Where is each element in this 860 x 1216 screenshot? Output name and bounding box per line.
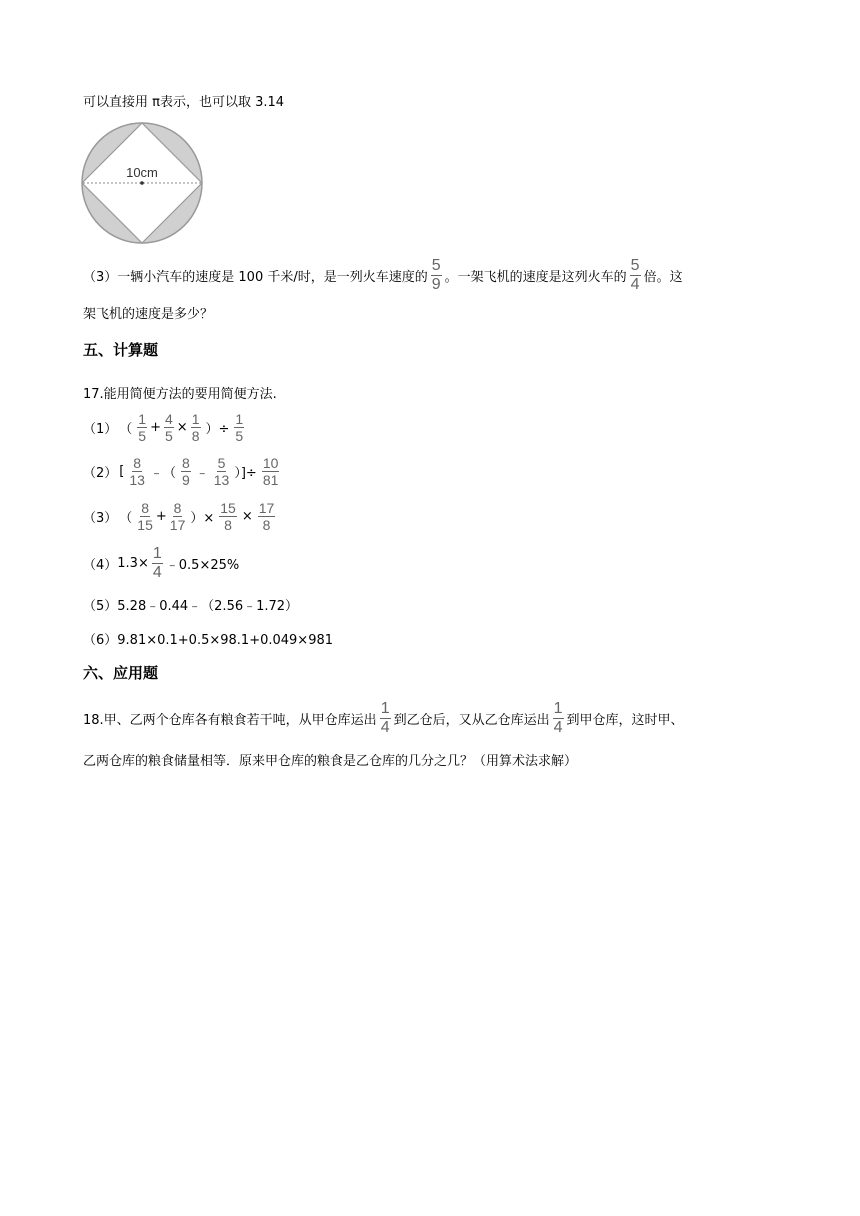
plus-sign: + bbox=[150, 420, 161, 435]
q3-text-part2: 。一架飞机的速度是这列火车的 bbox=[444, 270, 627, 285]
fraction-denominator: 13 bbox=[129, 472, 145, 488]
circle-square-figure bbox=[80, 121, 204, 245]
section-6-heading: 六、应用题 bbox=[83, 664, 159, 682]
fraction bbox=[219, 501, 237, 532]
fraction-numerator: 1 bbox=[152, 545, 162, 562]
open-paren: （ bbox=[119, 422, 133, 437]
intro-line: 可以直接用 π表示，也可以取 3.14 bbox=[83, 95, 285, 110]
fraction-denominator: 9 bbox=[431, 276, 441, 293]
fraction-denominator: 81 bbox=[262, 472, 279, 488]
center-dot bbox=[140, 181, 144, 185]
q3-text-part1: （3）一辆小汽车的速度是 100 千米/时，是一列火车速度的 bbox=[83, 270, 428, 285]
close-divide: ）]÷ bbox=[234, 466, 257, 481]
close-times: ）× bbox=[190, 511, 215, 526]
fraction-numerator: 5 bbox=[431, 257, 441, 274]
fraction-numerator: 15 bbox=[220, 500, 236, 516]
fraction-numerator: 1 bbox=[380, 700, 390, 717]
fraction-denominator: 8 bbox=[262, 517, 271, 533]
q18-text-part1: 18.甲、乙两个仓库各有粮食若干吨，从甲仓库运出 bbox=[83, 713, 377, 728]
fraction-numerator: 5 bbox=[630, 257, 640, 274]
fraction-numerator: 8 bbox=[133, 455, 142, 471]
q18-line1 bbox=[83, 701, 684, 736]
fraction-numerator: 1 bbox=[191, 411, 200, 427]
q17-expression-4 bbox=[83, 546, 239, 581]
open-paren: （ bbox=[119, 511, 133, 526]
fraction bbox=[164, 412, 174, 443]
fraction-numerator: 4 bbox=[165, 411, 173, 427]
fraction-denominator: 8 bbox=[224, 517, 232, 533]
expr-post: ﹣0.5×25% bbox=[165, 558, 240, 573]
open-bracket: [ bbox=[119, 464, 125, 479]
q17-expression-2 bbox=[83, 456, 282, 487]
fraction-denominator: 5 bbox=[165, 428, 173, 444]
expr-label: （3） bbox=[83, 511, 118, 526]
fraction-denominator: 4 bbox=[380, 719, 390, 736]
fraction-numerator: 1 bbox=[553, 700, 563, 717]
q3-text-part3: 倍。这 bbox=[643, 270, 683, 285]
plus-sign: + bbox=[155, 509, 167, 524]
minus-open-paren: ﹣（ bbox=[149, 466, 176, 481]
fraction-denominator: 5 bbox=[235, 428, 244, 444]
q17-expression-6: （6）9.81×0.1+0.5×98.1+0.049×981 bbox=[83, 633, 334, 648]
fraction-numerator: 10 bbox=[262, 455, 279, 471]
q18-fraction-1-4 bbox=[380, 701, 391, 736]
fraction bbox=[214, 456, 230, 487]
expr-label: （4） bbox=[83, 558, 118, 573]
fraction-denominator: 4 bbox=[553, 719, 563, 736]
times-sign: × bbox=[176, 420, 188, 435]
fraction bbox=[191, 412, 201, 443]
fraction-denominator: 13 bbox=[213, 472, 230, 488]
q17-title: 17.能用简便方法的要用简便方法. bbox=[83, 387, 277, 402]
fraction-denominator: 4 bbox=[152, 564, 162, 581]
diameter-label: 10cm bbox=[126, 165, 158, 180]
fraction-numerator: 8 bbox=[173, 500, 182, 516]
q18-line2: 乙两仓库的粮食储量相等．原来甲仓库的粮食是乙仓库的几分之几？（用算术法求解） bbox=[83, 754, 578, 769]
fraction-denominator: 17 bbox=[169, 517, 186, 533]
q3-line1 bbox=[83, 258, 683, 293]
section-5-heading: 五、计算题 bbox=[83, 341, 159, 359]
fraction-denominator: 8 bbox=[191, 428, 200, 444]
fraction-numerator: 8 bbox=[141, 500, 149, 516]
fraction bbox=[258, 501, 276, 532]
q17-expression-1 bbox=[83, 412, 247, 443]
fraction-numerator: 17 bbox=[258, 500, 275, 516]
times-sign: × bbox=[241, 509, 253, 524]
fraction bbox=[129, 456, 145, 487]
q3-fraction-5-9 bbox=[431, 258, 442, 293]
expr-label: （1） bbox=[83, 422, 118, 437]
q3-line2: 架飞机的速度是多少？ bbox=[83, 307, 214, 322]
fraction bbox=[262, 456, 280, 487]
fraction-numerator: 1 bbox=[235, 411, 244, 427]
q18-text-part2: 到乙仓后，又从乙仓库运出 bbox=[393, 713, 550, 728]
fraction bbox=[181, 456, 191, 487]
fraction-denominator: 4 bbox=[630, 276, 640, 293]
fraction bbox=[234, 412, 244, 443]
fraction-numerator: 1 bbox=[138, 411, 147, 427]
expr-label: （2） bbox=[83, 466, 118, 481]
q18-text-part3: 到甲仓库，这时甲、 bbox=[566, 713, 684, 728]
minus-sign: ﹣ bbox=[195, 466, 209, 481]
fraction-denominator: 9 bbox=[181, 472, 190, 488]
fraction bbox=[152, 546, 163, 581]
fraction bbox=[170, 501, 186, 532]
fraction-numerator: 5 bbox=[217, 455, 226, 471]
q17-expression-5: （5）5.28﹣0.44﹣（2.56﹣1.72） bbox=[83, 599, 299, 614]
fraction-numerator: 8 bbox=[181, 455, 190, 471]
close-divide: ）÷ bbox=[205, 422, 230, 437]
expr-pre: 1.3× bbox=[117, 556, 149, 571]
fraction-denominator: 15 bbox=[137, 517, 153, 533]
fraction bbox=[137, 501, 153, 532]
fraction bbox=[137, 412, 147, 443]
fraction-denominator: 5 bbox=[138, 428, 147, 444]
q17-expression-3 bbox=[83, 501, 278, 532]
q3-fraction-5-4 bbox=[630, 258, 641, 293]
q18-fraction-1-4-second bbox=[553, 701, 564, 736]
